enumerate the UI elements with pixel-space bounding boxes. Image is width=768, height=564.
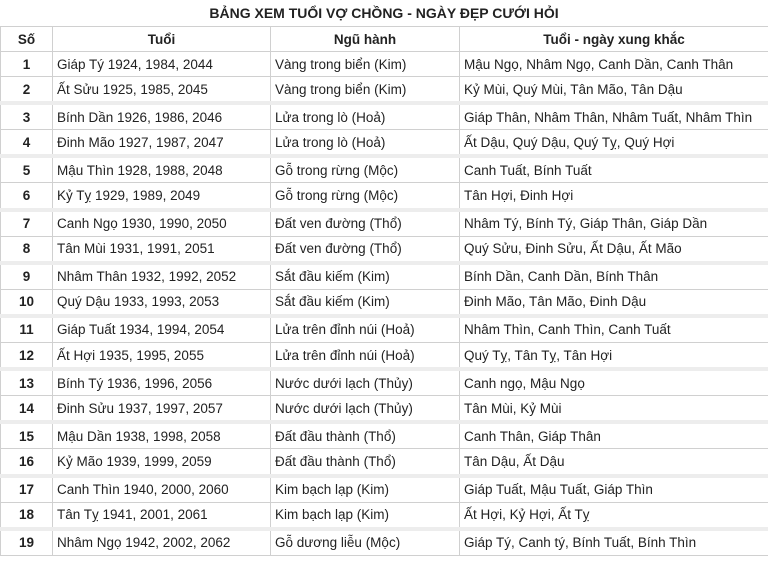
cell-ngu-hanh: Kim bạch lạp (Kim) xyxy=(271,502,460,529)
cell-xung-khac: Quý Sửu, Đinh Sửu, Ất Dậu, Ất Mão xyxy=(460,236,768,263)
cell-tuoi: Canh Thìn 1940, 2000, 2060 xyxy=(53,476,271,503)
cell-ngu-hanh: Vàng trong biển (Kim) xyxy=(271,52,460,77)
cell-so: 15 xyxy=(1,422,53,449)
table-row xyxy=(1,103,768,130)
column-header-xung-khac: Tuổi - ngày xung khắc xyxy=(460,27,768,52)
cell-xung-khac: Tân Dậu, Ất Dậu xyxy=(460,449,768,476)
table-row xyxy=(1,263,768,290)
cell-xung-khac: Quý Tỵ, Tân Tỵ, Tân Hợi xyxy=(460,343,768,370)
cell-xung-khac: Đinh Mão, Tân Mão, Đinh Dậu xyxy=(460,289,768,316)
cell-ngu-hanh: Gỗ dương liễu (Mộc) xyxy=(271,529,460,556)
table-row xyxy=(1,476,768,503)
cell-tuoi: Nhâm Thân 1932, 1992, 2052 xyxy=(53,263,271,290)
cell-ngu-hanh: Sắt đầu kiếm (Kim) xyxy=(271,263,460,290)
table-row xyxy=(1,529,768,556)
table-row xyxy=(1,210,768,237)
table-row xyxy=(1,289,768,316)
cell-ngu-hanh: Gỗ trong rừng (Mộc) xyxy=(271,183,460,210)
table-row xyxy=(1,52,768,77)
cell-xung-khac: Canh Tuất, Bính Tuất xyxy=(460,156,768,183)
table-header-row xyxy=(1,27,768,52)
cell-tuoi: Bính Dần 1926, 1986, 2046 xyxy=(53,103,271,130)
column-header-tuoi: Tuổi xyxy=(53,27,271,52)
table-row xyxy=(1,422,768,449)
cell-tuoi: Mậu Dần 1938, 1998, 2058 xyxy=(53,422,271,449)
cell-so: 2 xyxy=(1,77,53,104)
cell-so: 8 xyxy=(1,236,53,263)
cell-so: 17 xyxy=(1,476,53,503)
column-header-ngu-hanh: Ngũ hành xyxy=(271,27,460,52)
cell-so: 10 xyxy=(1,289,53,316)
cell-ngu-hanh: Lửa trong lò (Hoả) xyxy=(271,103,460,130)
cell-so: 13 xyxy=(1,369,53,396)
cell-xung-khac: Kỷ Mùi, Quý Mùi, Tân Mão, Tân Dậu xyxy=(460,77,768,104)
cell-xung-khac: Bính Dần, Canh Dần, Bính Thân xyxy=(460,263,768,290)
cell-xung-khac: Ất Hợi, Kỷ Hợi, Ất Tỵ xyxy=(460,502,768,529)
table-row xyxy=(1,156,768,183)
cell-tuoi: Nhâm Ngọ 1942, 2002, 2062 xyxy=(53,529,271,556)
cell-ngu-hanh: Lửa trên đỉnh núi (Hoả) xyxy=(271,343,460,370)
cell-tuoi: Quý Dậu 1933, 1993, 2053 xyxy=(53,289,271,316)
table-row xyxy=(1,449,768,476)
cell-tuoi: Đinh Mão 1927, 1987, 2047 xyxy=(53,130,271,157)
compatibility-table xyxy=(0,26,768,556)
cell-xung-khac: Ất Dậu, Quý Dậu, Quý Tỵ, Quý Hợi xyxy=(460,130,768,157)
table-row xyxy=(1,183,768,210)
table-row xyxy=(1,130,768,157)
cell-ngu-hanh: Nước dưới lạch (Thủy) xyxy=(271,396,460,423)
cell-so: 4 xyxy=(1,130,53,157)
cell-ngu-hanh: Nước dưới lạch (Thủy) xyxy=(271,369,460,396)
cell-ngu-hanh: Đất đầu thành (Thổ) xyxy=(271,422,460,449)
table-row xyxy=(1,343,768,370)
table-row xyxy=(1,369,768,396)
cell-tuoi: Ất Hợi 1935, 1995, 2055 xyxy=(53,343,271,370)
cell-so: 9 xyxy=(1,263,53,290)
cell-tuoi: Tân Tỵ 1941, 2001, 2061 xyxy=(53,502,271,529)
cell-so: 14 xyxy=(1,396,53,423)
cell-so: 5 xyxy=(1,156,53,183)
cell-so: 16 xyxy=(1,449,53,476)
cell-xung-khac: Nhâm Thìn, Canh Thìn, Canh Tuất xyxy=(460,316,768,343)
cell-ngu-hanh: Sắt đầu kiếm (Kim) xyxy=(271,289,460,316)
cell-so: 18 xyxy=(1,502,53,529)
table-row xyxy=(1,316,768,343)
cell-ngu-hanh: Vàng trong biển (Kim) xyxy=(271,77,460,104)
cell-tuoi: Canh Ngọ 1930, 1990, 2050 xyxy=(53,210,271,237)
table-row xyxy=(1,396,768,423)
cell-tuoi: Bính Tý 1936, 1996, 2056 xyxy=(53,369,271,396)
cell-so: 11 xyxy=(1,316,53,343)
cell-xung-khac: Mậu Ngọ, Nhâm Ngọ, Canh Dần, Canh Thân xyxy=(460,52,768,77)
cell-tuoi: Đinh Sửu 1937, 1997, 2057 xyxy=(53,396,271,423)
table-body xyxy=(1,52,768,556)
cell-ngu-hanh: Lửa trên đỉnh núi (Hoả) xyxy=(271,316,460,343)
column-header-so: Số xyxy=(1,27,53,52)
cell-ngu-hanh: Lửa trong lò (Hoả) xyxy=(271,130,460,157)
table-row xyxy=(1,77,768,104)
cell-tuoi: Mậu Thìn 1928, 1988, 2048 xyxy=(53,156,271,183)
cell-ngu-hanh: Đất ven đường (Thổ) xyxy=(271,236,460,263)
cell-tuoi: Ất Sửu 1925, 1985, 2045 xyxy=(53,77,271,104)
cell-xung-khac: Tân Hợi, Đinh Hợi xyxy=(460,183,768,210)
cell-tuoi: Kỷ Tỵ 1929, 1989, 2049 xyxy=(53,183,271,210)
cell-tuoi: Giáp Tý 1924, 1984, 2044 xyxy=(53,52,271,77)
table-title: BẢNG XEM TUỔI VỢ CHỒNG - NGÀY ĐẸP CƯỚI HỎI xyxy=(209,5,559,21)
cell-xung-khac: Canh Thân, Giáp Thân xyxy=(460,422,768,449)
cell-so: 6 xyxy=(1,183,53,210)
cell-tuoi: Tân Mùi 1931, 1991, 2051 xyxy=(53,236,271,263)
cell-ngu-hanh: Gỗ trong rừng (Mộc) xyxy=(271,156,460,183)
cell-ngu-hanh: Kim bạch lạp (Kim) xyxy=(271,476,460,503)
cell-xung-khac: Tân Mùi, Kỷ Mùi xyxy=(460,396,768,423)
cell-tuoi: Giáp Tuất 1934, 1994, 2054 xyxy=(53,316,271,343)
cell-tuoi: Kỷ Mão 1939, 1999, 2059 xyxy=(53,449,271,476)
cell-so: 7 xyxy=(1,210,53,237)
cell-ngu-hanh: Đất đầu thành (Thổ) xyxy=(271,449,460,476)
cell-xung-khac: Nhâm Tý, Bính Tý, Giáp Thân, Giáp Dần xyxy=(460,210,768,237)
cell-so: 1 xyxy=(1,52,53,77)
cell-xung-khac: Canh ngọ, Mậu Ngọ xyxy=(460,369,768,396)
cell-so: 3 xyxy=(1,103,53,130)
cell-xung-khac: Giáp Tuất, Mậu Tuất, Giáp Thìn xyxy=(460,476,768,503)
table-row xyxy=(1,502,768,529)
cell-ngu-hanh: Đất ven đường (Thổ) xyxy=(271,210,460,237)
cell-xung-khac: Giáp Tý, Canh tý, Bính Tuất, Bính Thìn xyxy=(460,529,768,556)
cell-so: 19 xyxy=(1,529,53,556)
cell-xung-khac: Giáp Thân, Nhâm Thân, Nhâm Tuất, Nhâm Thìn xyxy=(460,103,768,130)
table-row xyxy=(1,236,768,263)
cell-so: 12 xyxy=(1,343,53,370)
